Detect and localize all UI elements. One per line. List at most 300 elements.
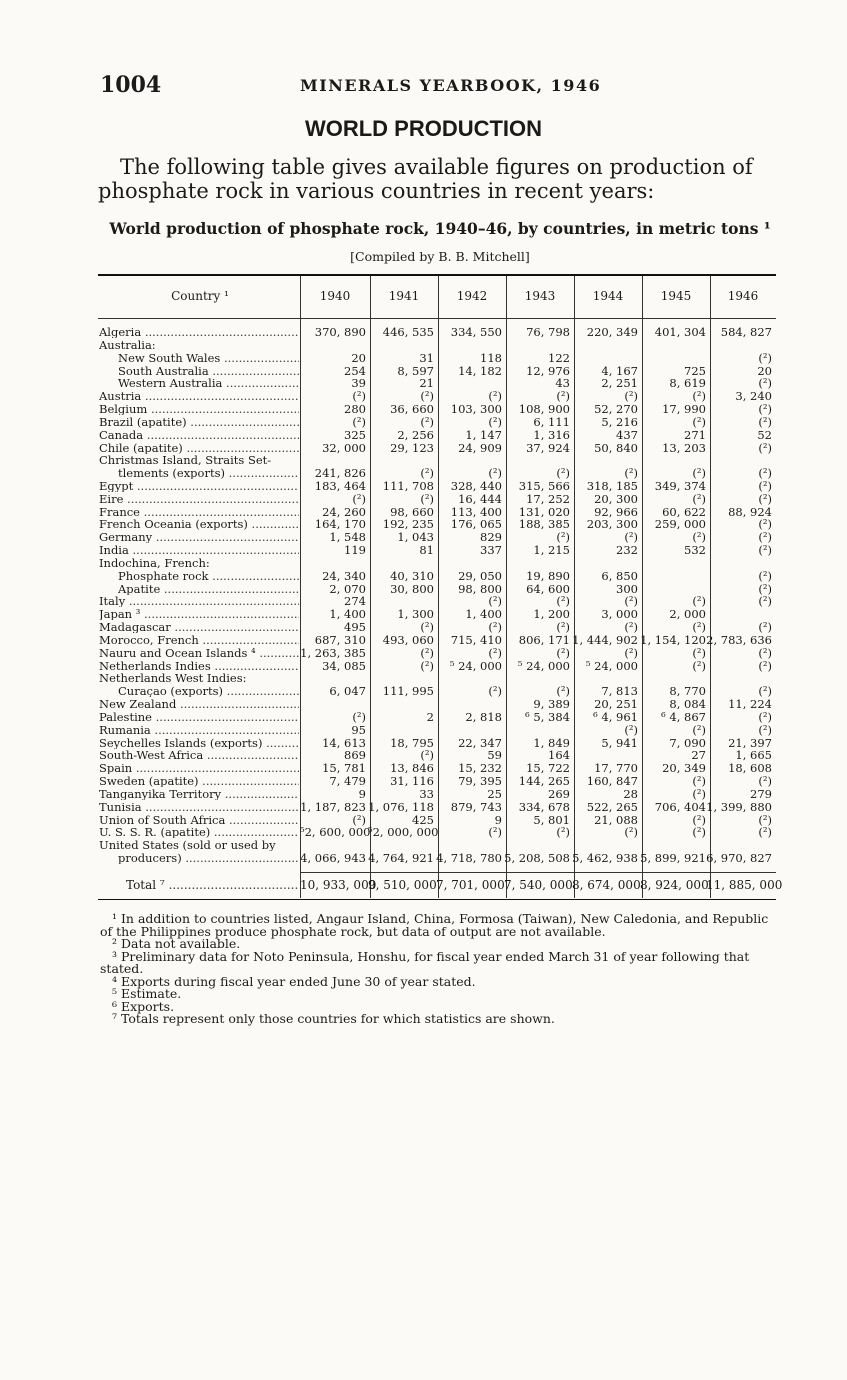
value-cell: 7, 090 — [669, 735, 706, 750]
value-cell: 88, 924 — [728, 504, 772, 519]
country-name: Tunisia ..... — [99, 801, 299, 813]
value-cell: 1, 076, 118 — [368, 799, 434, 814]
country-name: Apatite ..... — [118, 583, 299, 595]
value-cell: 15, 722 — [526, 761, 570, 776]
value-cell: (²) — [692, 722, 706, 737]
value-cell: 37, 924 — [526, 440, 570, 455]
value-cell: 522, 265 — [586, 799, 638, 814]
country-name: Austria ..... — [99, 390, 299, 402]
country-name: Canada ..... — [99, 429, 299, 441]
value-cell: 495 — [344, 620, 366, 635]
value-cell: (²) — [758, 568, 772, 583]
value-cell: 25 — [487, 786, 502, 801]
value-cell: (²) — [556, 825, 570, 840]
table-row — [0, 737, 847, 749]
table-row — [0, 583, 847, 595]
value-cell: (²) — [758, 402, 772, 416]
table-row — [0, 377, 847, 389]
value-cell: 24, 340 — [322, 568, 366, 583]
value-cell: (²) — [692, 645, 706, 660]
table-row — [0, 814, 847, 826]
country-name: Belgium ..... — [99, 403, 299, 415]
table-row — [0, 839, 847, 851]
value-cell: 9 — [494, 812, 502, 827]
running-title: MINERALS YEARBOOK, 1946 — [300, 76, 602, 95]
country-name: Indochina, French: — [99, 556, 210, 569]
country-name: Germany ..... — [99, 531, 299, 543]
value-cell: 6, 111 — [533, 414, 570, 429]
value-cell: 1, 548 — [329, 530, 366, 545]
value-cell: 40, 310 — [390, 568, 434, 583]
value-cell: 8, 770 — [669, 684, 706, 699]
value-cell: 4, 167 — [601, 363, 638, 378]
value-cell: 401, 304 — [654, 325, 706, 339]
table-row — [0, 442, 847, 454]
value-cell: 16, 444 — [458, 491, 502, 506]
value-cell: 334, 550 — [450, 325, 502, 339]
value-cell: (²) — [488, 389, 502, 404]
value-cell: (²) — [488, 414, 502, 429]
value-cell: 43 — [555, 376, 570, 391]
value-cell: 92, 966 — [594, 504, 638, 519]
value-cell: 4, 066, 943 — [300, 851, 366, 865]
table-row — [0, 826, 847, 838]
value-cell: ⁶ 4, 961 — [593, 709, 638, 724]
table-row — [0, 852, 847, 864]
value-cell: 118 — [480, 350, 502, 365]
value-cell: (²) — [692, 530, 706, 545]
value-cell: 113, 400 — [450, 504, 502, 519]
value-cell: 95 — [351, 722, 366, 737]
country-name: Rumania ..... — [99, 724, 299, 736]
value-cell: 1, 849 — [533, 735, 570, 750]
value-cell: 21 — [419, 376, 434, 391]
table-row — [0, 557, 847, 569]
value-cell: 15, 232 — [458, 761, 502, 776]
total-divider — [300, 872, 776, 873]
value-cell: 111, 995 — [382, 684, 434, 699]
value-cell: 11, 224 — [728, 697, 772, 711]
value-cell: 493, 060 — [382, 632, 434, 647]
value-cell: (²) — [692, 812, 706, 827]
value-cell: (²) — [758, 812, 772, 827]
value-cell: (²) — [692, 786, 706, 801]
country-name: Egypt ..... — [99, 480, 299, 492]
value-cell: 349, 374 — [654, 479, 706, 493]
total-cell: 8, 674, 000 — [572, 878, 641, 892]
value-cell: 24, 909 — [458, 440, 502, 455]
value-cell: 269 — [548, 786, 570, 801]
table-row — [0, 365, 847, 377]
footnote: ⁴ Exports during fiscal year ended June 30 of year stated. — [112, 973, 476, 989]
table-row — [0, 801, 847, 813]
country-name: India ..... — [99, 544, 299, 556]
value-cell: 34, 085 — [322, 658, 366, 673]
table-row — [0, 570, 847, 582]
table-row — [0, 698, 847, 710]
table-row — [0, 390, 847, 402]
table-row — [0, 544, 847, 556]
value-cell: 1, 043 — [397, 530, 434, 545]
value-cell: 3, 000 — [601, 607, 638, 622]
value-cell: (²) — [420, 414, 434, 429]
table-row — [0, 647, 847, 659]
value-cell: (²) — [758, 825, 772, 840]
table-row — [0, 352, 847, 364]
value-cell: (²) — [758, 658, 772, 673]
value-cell: 14, 613 — [322, 735, 366, 750]
country-name: Sweden (apatite) ..... — [99, 775, 299, 787]
table-row — [0, 685, 847, 697]
value-cell: (²) — [624, 389, 638, 404]
country-name: Christmas Island, Straits Set- — [99, 454, 272, 467]
footnote: ⁷ Totals represent only those countries for which statistics are shown. — [112, 1011, 555, 1026]
table-title: World production of phosphate rock, 1940–46, by countries, in metric tons ¹ — [109, 219, 771, 238]
table-row — [0, 480, 847, 492]
value-cell: 33 — [419, 786, 434, 801]
value-cell: (²) — [758, 440, 772, 455]
year-header: 1942 — [456, 289, 488, 303]
value-cell: 259, 000 — [654, 517, 706, 532]
table-row — [0, 711, 847, 723]
value-cell: 17, 252 — [526, 491, 570, 506]
value-cell: ⁵2, 000, 000 — [368, 825, 439, 840]
value-cell: (²) — [352, 414, 366, 429]
value-cell: 5, 801 — [533, 812, 570, 827]
value-cell: (²) — [556, 466, 570, 481]
value-cell: 271 — [684, 427, 706, 442]
table-row — [0, 724, 847, 736]
value-cell: 2, 251 — [601, 376, 638, 391]
year-header: 1945 — [660, 289, 692, 303]
value-cell: 29, 123 — [390, 440, 434, 455]
footnote: ¹ In addition to countries listed, Angaur Island, China, Formosa (Taiwan), New Caledonia, and Republic of the Philippines produce phosphate rock, but data of output are not available. — [100, 911, 769, 939]
total-cell: 11, 885, 000 — [706, 878, 783, 892]
value-cell: (²) — [758, 466, 772, 481]
value-cell: (²) — [692, 389, 706, 404]
country-name: South Australia ..... — [118, 365, 299, 377]
value-cell: (²) — [556, 684, 570, 699]
value-cell: 220, 349 — [586, 325, 638, 339]
value-cell: 2, 000 — [669, 607, 706, 622]
value-cell: 1, 147 — [465, 427, 502, 442]
value-cell: 144, 265 — [518, 774, 570, 788]
table-row — [0, 506, 847, 518]
page-number: 1004 — [100, 72, 162, 98]
year-header: 1946 — [727, 289, 759, 303]
value-cell: 370, 890 — [314, 325, 366, 339]
value-cell: 232 — [616, 543, 638, 558]
value-cell: 7, 479 — [329, 774, 366, 788]
footnote: ³ Preliminary data for Noto Peninsula, Honshu, for fiscal year ended March 31 of year following that stated. — [100, 948, 750, 976]
intro-paragraph: The following table gives available figures on production of phosphate rock in various countries in recent years: — [98, 155, 753, 203]
total-cell: 10, 933, 000 — [300, 878, 377, 892]
country-name: French Oceania (exports) ..... — [99, 518, 299, 530]
value-cell: 188, 385 — [518, 517, 570, 532]
value-cell: (²) — [420, 620, 434, 635]
value-cell: 446, 535 — [382, 325, 434, 339]
country-name: Phosphate rock ..... — [118, 570, 299, 582]
value-cell: (²) — [352, 491, 366, 506]
value-cell: (²) — [556, 594, 570, 609]
table-top-rule — [98, 274, 776, 276]
value-cell: ⁵ 24, 000 — [585, 658, 638, 673]
table-row — [0, 788, 847, 800]
year-header: 1941 — [388, 289, 420, 303]
value-cell: 1, 263, 385 — [300, 645, 366, 660]
value-cell: 1, 400 — [465, 607, 502, 622]
year-header: 1943 — [524, 289, 556, 303]
value-cell: (²) — [420, 491, 434, 506]
value-cell: 111, 708 — [382, 479, 434, 493]
value-cell: 254 — [344, 363, 366, 378]
total-line — [0, 878, 847, 892]
value-cell: (²) — [758, 620, 772, 635]
value-cell: (²) — [488, 825, 502, 840]
table-row — [0, 634, 847, 646]
table-bottom-rule — [98, 899, 776, 900]
value-cell: 5, 208, 508 — [504, 851, 570, 865]
value-cell: 20 — [757, 363, 772, 378]
value-cell: (²) — [758, 645, 772, 660]
value-cell: 1, 215 — [533, 543, 570, 558]
value-cell: (²) — [692, 774, 706, 788]
value-cell: 8, 084 — [669, 697, 706, 711]
country-name: Tanganyika Territory ..... — [99, 788, 299, 800]
value-cell: 879, 743 — [450, 799, 502, 814]
country-name: Chile (apatite) ..... — [99, 442, 299, 454]
value-cell: 52, 270 — [594, 402, 638, 416]
country-name: Eire ..... — [99, 493, 299, 505]
table-row — [0, 531, 847, 543]
value-cell: 1, 187, 823 — [300, 799, 366, 814]
value-cell: 2, 070 — [329, 581, 366, 596]
value-cell: (²) — [692, 466, 706, 481]
value-cell: 22, 347 — [458, 735, 502, 750]
table-row — [0, 595, 847, 607]
value-cell: (²) — [758, 581, 772, 596]
value-cell: 122 — [548, 350, 570, 365]
value-cell: 328, 440 — [450, 479, 502, 493]
value-cell: 176, 065 — [450, 517, 502, 532]
value-cell: 160, 847 — [586, 774, 638, 788]
country-name: Netherlands West Indies: — [99, 672, 247, 685]
value-cell: 829 — [480, 530, 502, 545]
value-cell: (²) — [556, 389, 570, 404]
value-cell: (²) — [556, 620, 570, 635]
table-row — [0, 403, 847, 415]
value-cell: (²) — [420, 748, 434, 763]
value-cell: ⁶ 4, 867 — [661, 709, 706, 724]
value-cell: 584, 827 — [720, 325, 772, 339]
value-cell: 28 — [623, 786, 638, 801]
value-cell: (²) — [758, 414, 772, 429]
footnote: ⁶ Exports. — [112, 998, 175, 1014]
value-cell: 241, 826 — [314, 466, 366, 481]
value-cell: 183, 464 — [314, 479, 366, 493]
value-cell: 8, 597 — [397, 363, 434, 378]
value-cell: (²) — [488, 684, 502, 699]
value-cell: (²) — [488, 594, 502, 609]
country-name: Japan ³ ..... — [99, 608, 299, 620]
value-cell: 5, 941 — [601, 735, 638, 750]
table-row — [0, 775, 847, 787]
value-cell: 325 — [344, 427, 366, 442]
country-name: Morocco, French ..... — [99, 634, 299, 646]
country-header: Country ¹ — [171, 289, 229, 303]
total-label: Total ⁷ ..... — [126, 878, 299, 892]
value-cell: 98, 800 — [458, 581, 502, 596]
header-divider — [98, 318, 776, 319]
country-name: New South Wales ..... — [118, 352, 299, 364]
country-name: Union of South Africa ..... — [99, 814, 299, 826]
value-cell: 706, 404 — [654, 799, 706, 814]
value-cell: 119 — [344, 543, 366, 558]
value-cell: (²) — [488, 620, 502, 635]
value-cell: (²) — [420, 645, 434, 660]
value-cell: (²) — [692, 491, 706, 506]
table-row — [0, 660, 847, 672]
value-cell: 725 — [684, 363, 706, 378]
value-cell: (²) — [420, 466, 434, 481]
value-cell: (²) — [624, 645, 638, 660]
value-cell: (²) — [758, 722, 772, 737]
value-cell: 6, 047 — [329, 684, 366, 699]
value-cell: (²) — [758, 479, 772, 493]
table-row — [0, 608, 847, 620]
country-name: Brazil (apatite) ..... — [99, 416, 299, 428]
table-row — [0, 762, 847, 774]
country-name: Seychelles Islands (exports) ..... — [99, 737, 299, 749]
value-cell: 192, 235 — [382, 517, 434, 532]
value-cell: 18, 608 — [728, 761, 772, 776]
value-cell: 2, 818 — [465, 709, 502, 724]
value-cell: 32, 000 — [322, 440, 366, 455]
table-row — [0, 518, 847, 530]
country-name: tlements (exports) ..... — [118, 467, 299, 479]
value-cell: 13, 203 — [662, 440, 706, 455]
table-row — [0, 416, 847, 428]
value-cell: 1, 200 — [533, 607, 570, 622]
value-cell: 2, 256 — [397, 427, 434, 442]
value-cell: 52 — [757, 427, 772, 442]
country-name: Australia: — [99, 338, 156, 351]
value-cell: 1, 444, 902 — [572, 632, 638, 647]
country-name: France ..... — [99, 506, 299, 518]
value-cell: 9 — [358, 786, 366, 801]
value-cell: 6, 850 — [601, 568, 638, 583]
country-name: producers) ..... — [118, 852, 299, 864]
table-row — [0, 454, 847, 466]
value-cell: (²) — [758, 376, 772, 391]
value-cell: (²) — [352, 389, 366, 404]
value-cell: 15, 781 — [322, 761, 366, 776]
table-row — [0, 339, 847, 351]
value-cell: 81 — [419, 543, 434, 558]
value-cell: 1, 316 — [533, 427, 570, 442]
value-cell: 98, 660 — [390, 504, 434, 519]
value-cell: 14, 182 — [458, 363, 502, 378]
value-cell: 1, 154, 120 — [640, 632, 706, 647]
table-row — [0, 429, 847, 441]
value-cell: 17, 770 — [594, 761, 638, 776]
value-cell: 437 — [616, 427, 638, 442]
value-cell: 425 — [412, 812, 434, 827]
value-cell: (²) — [624, 825, 638, 840]
value-cell: (²) — [758, 774, 772, 788]
value-cell: 806, 171 — [518, 632, 570, 647]
footnote: ⁵ Estimate. — [112, 986, 182, 1001]
value-cell: 337 — [480, 543, 502, 558]
value-cell: 103, 300 — [450, 402, 502, 416]
value-cell: 19, 890 — [526, 568, 570, 583]
total-cell: 7, 540, 000 — [504, 878, 573, 892]
value-cell: 131, 020 — [518, 504, 570, 519]
value-cell: 203, 300 — [586, 517, 638, 532]
value-cell: (²) — [624, 466, 638, 481]
value-cell: 334, 678 — [518, 799, 570, 814]
value-cell: ⁵ 24, 000 — [517, 658, 570, 673]
value-cell: ⁶ 5, 384 — [525, 709, 570, 724]
country-name: Western Australia ..... — [118, 377, 299, 389]
value-cell: 13, 846 — [390, 761, 434, 776]
country-name: United States (sold or used by — [99, 839, 276, 852]
total-cell: 7, 701, 000 — [436, 878, 505, 892]
value-cell: 27 — [691, 748, 706, 763]
value-cell: (²) — [758, 709, 772, 724]
value-cell: (²) — [758, 491, 772, 506]
compiled-by: [Compiled by B. B. Mitchell] — [350, 249, 530, 264]
value-cell: ⁵ 24, 000 — [449, 658, 502, 673]
value-cell: 715, 410 — [450, 632, 502, 647]
value-cell: (²) — [556, 530, 570, 545]
country-name: U. S. S. R. (apatite) ..... — [99, 826, 299, 838]
value-cell: (²) — [420, 658, 434, 673]
value-cell: 64, 600 — [526, 581, 570, 596]
value-cell: 315, 566 — [518, 479, 570, 493]
value-cell: 5, 462, 938 — [572, 851, 638, 865]
table-row — [0, 493, 847, 505]
value-cell: 4, 718, 780 — [436, 851, 502, 865]
value-cell: 20, 300 — [594, 491, 638, 506]
value-cell: 20, 251 — [594, 697, 638, 711]
value-cell: (²) — [624, 594, 638, 609]
value-cell: 2, 783, 636 — [706, 632, 772, 647]
table-row — [0, 621, 847, 633]
page-header — [100, 72, 780, 100]
value-cell: (²) — [758, 594, 772, 609]
value-cell: 8, 619 — [669, 376, 706, 391]
value-cell: 318, 185 — [586, 479, 638, 493]
value-cell: 30, 800 — [390, 581, 434, 596]
country-name: South-West Africa ..... — [99, 749, 299, 761]
value-cell: (²) — [556, 645, 570, 660]
country-name: Curaçao (exports) ..... — [118, 685, 299, 697]
value-cell: (²) — [692, 825, 706, 840]
value-cell: 1, 399, 880 — [706, 799, 772, 814]
value-cell: 280 — [344, 402, 366, 416]
value-cell: (²) — [488, 466, 502, 481]
value-cell: (²) — [692, 658, 706, 673]
value-cell: 36, 660 — [390, 402, 434, 416]
country-name: Nauru and Ocean Islands ⁴ ..... — [99, 647, 299, 659]
value-cell: 1, 665 — [735, 748, 772, 763]
value-cell: 4, 764, 921 — [368, 851, 434, 865]
value-cell: 76, 798 — [526, 325, 570, 339]
value-cell: 24, 260 — [322, 504, 366, 519]
value-cell: 869 — [344, 748, 366, 763]
value-cell: 12, 976 — [526, 363, 570, 378]
